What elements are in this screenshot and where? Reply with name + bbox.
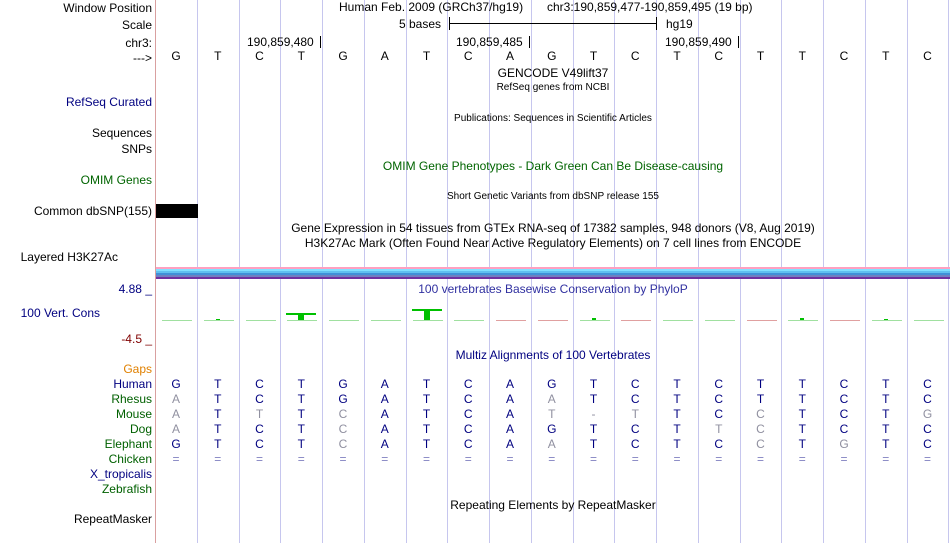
ruler-tick-label: 190,859,485 [456,35,523,49]
sequence-base: T [798,49,806,63]
position-readout: chr3:190,859,477-190,859,495 (19 bp) [547,0,753,14]
conservation-bar [371,320,401,321]
conservation-bar [204,320,234,321]
conservation-spike [592,318,596,320]
alignment-base: T [214,422,222,436]
conservation-bar [162,320,192,321]
ruler-tick-label: 190,859,490 [665,35,732,49]
multiz-track-title: Multiz Alignments of 100 Vertebrates [455,348,651,362]
alignment-base: C [630,377,640,391]
alignment-base: C [338,437,348,451]
species-label-zebrafish[interactable]: Zebrafish [101,482,152,496]
alignment-base: A [380,437,389,451]
species-label-mouse[interactable]: Mouse [115,407,152,421]
alignment-base: T [255,407,264,421]
alignment-base: T [548,407,556,421]
alignment-base: T [756,377,765,391]
conservation-bar [496,320,526,321]
track-label-layered-h3k27ac[interactable]: Layered H3K27Ac [20,250,118,264]
alignment-base: T [589,437,598,451]
alignment-base: T [798,392,806,406]
dbsnp-track-title: Short Genetic Variants from dbSNP release 155 [447,191,659,202]
h3k27ac-track-title: H3K27Ac Mark (Often Found Near Active Regulatory Elements) on 7 cell lines from ENCODE [304,236,802,250]
sequence-base: C [714,49,724,63]
alignment-base: T [673,422,681,436]
alignment-base: A [380,407,389,421]
alignment-base: T [297,407,305,421]
track-label-panel [0,0,155,543]
alignment-base: T [673,377,681,391]
alignment-base: C [839,407,849,421]
alignment-base: T [798,437,806,451]
conservation-bar [830,320,860,321]
alignment-base: C [463,422,473,436]
alignment-base: T [589,422,598,436]
conservation-spike [633,320,637,321]
alignment-base: G [171,377,181,391]
alignment-base: G [171,437,181,451]
sequence-base: A [380,49,389,63]
gtex-track-title: Gene Expression in 54 tissues from GTEx RNA-seq of 17382 samples, 948 donors (V8, Aug 2019) [291,221,815,235]
sequence-base: T [882,49,890,63]
alignment-base: T [882,407,890,421]
alignment-base: T [214,392,222,406]
publications-title: Publications: Sequences in Scientific Articles [454,113,652,124]
alignment-base: C [255,422,264,436]
alignment-base: T [882,422,890,436]
alignment-base: T [882,377,890,391]
strand-label: ---> [133,51,152,65]
repeatmasker-track-title: Repeating Elements by RepeatMasker [450,498,656,512]
conservation-bar [872,320,902,321]
alignment-base: T [715,422,723,436]
conservation-bar [454,320,484,321]
sequence-base: C [255,49,264,63]
ruler-tick [529,36,530,48]
alignment-base: = [464,452,472,466]
alignment-base: T [631,407,639,421]
alignment-base: C [714,392,724,406]
alignment-base: C [714,377,724,391]
alignment-base: C [338,422,348,436]
alignment-base: = [255,452,263,466]
alignment-base: = [631,452,639,466]
alignment-base: A [547,392,556,406]
alignment-base: C [923,392,932,406]
alignment-base: G [338,377,348,391]
alignment-base: T [214,377,222,391]
gencode-track-title: GENCODE V49lift37 [497,66,609,80]
alignment-base: G [839,437,849,451]
alignment-base: = [548,452,556,466]
scale-label: Scale [121,18,152,32]
sequence-base: T [422,49,431,63]
alignment-base: T [422,392,431,406]
sequence-base: G [547,49,557,63]
alignment-base: C [756,422,765,436]
alignment-base: A [505,407,514,421]
alignment-base: T [214,407,222,421]
track-label-refseq[interactable]: RefSeq Curated [65,95,152,109]
alignment-base: T [422,407,431,421]
alignment-base: T [673,437,681,451]
alignment-base: G [338,392,348,406]
conservation-bar [287,320,317,321]
alignment-base: = [840,452,848,466]
alignment-base: C [923,437,932,451]
sequence-base: T [673,49,681,63]
alignment-base: T [798,377,806,391]
alignment-base: T [214,437,222,451]
phylop-track-title: 100 vertebrates Basewise Conservation by PhyloP [418,282,688,296]
alignment-base: C [463,437,473,451]
alignment-base: = [756,452,764,466]
alignment-base: G [547,422,557,436]
alignment-base: C [630,422,640,436]
alignment-base: A [505,437,514,451]
alignment-base: C [756,407,765,421]
species-label-chicken[interactable]: Chicken [108,452,152,466]
alignment-base: - [591,407,596,421]
alignment-base: C [463,377,473,391]
alignment-base: C [463,407,473,421]
ruler-tick-label: 190,859,480 [247,35,314,49]
sequence-base: T [214,49,222,63]
alignment-base: C [923,377,932,391]
alignment-base: C [923,422,932,436]
alignment-base: T [882,392,890,406]
sequence-base: G [338,49,348,63]
sequence-base: A [505,49,514,63]
alignment-base: C [338,407,348,421]
chromosome-label: chr3: [125,36,152,50]
species-label-x-tropicalis[interactable]: X_tropicalis [89,467,152,481]
sequence-base: T [756,49,765,63]
alignment-base: C [463,392,473,406]
alignment-base: = [673,452,681,466]
conservation-spike [800,318,804,320]
alignment-base: T [422,377,431,391]
conservation-cap [286,313,316,315]
conservation-min-label: -4.5 _ [121,332,152,346]
alignment-base: C [839,392,849,406]
alignment-base: T [798,422,806,436]
conservation-bar [788,320,818,321]
assembly-title: Human Feb. 2009 (GRCh37/hg19) [339,0,524,14]
sequence-base: C [463,49,473,63]
alignment-base: = [339,452,347,466]
scale-text: 5 bases [399,17,442,31]
alignment-base: = [798,452,806,466]
conservation-bar [705,320,735,321]
alignment-base: = [506,452,514,466]
scale-bar [449,17,657,31]
dbsnp-variant-block[interactable] [156,204,198,218]
conservation-bar [246,320,276,321]
alignment-base: T [297,392,305,406]
track-label-gaps[interactable]: Gaps [123,362,152,376]
alignment-base: C [839,377,849,391]
alignment-base: C [714,437,724,451]
window-position-label: Window Position [63,1,152,15]
alignment-base: T [673,392,681,406]
alignment-base: A [171,392,180,406]
sequence-base: T [589,49,598,63]
alignment-base: T [798,407,806,421]
conservation-bar [747,320,777,321]
alignment-base: A [505,392,514,406]
conservation-spike [884,319,888,320]
alignment-base: C [255,377,264,391]
alignment-base: A [380,377,389,391]
alignment-base: = [422,452,430,466]
conservation-bar [663,320,693,321]
scale-db: hg19 [666,17,693,31]
track-label-repeatmasker[interactable]: RepeatMasker [73,512,152,526]
track-label-omim-genes[interactable]: OMIM Genes [80,173,152,187]
alignment-base: C [630,392,640,406]
alignment-base: A [505,422,514,436]
alignment-base: = [172,452,180,466]
species-label-elephant[interactable]: Elephant [104,437,152,451]
track-label-snps[interactable]: SNPs [121,142,152,156]
conservation-max-label: 4.88 _ [118,282,152,296]
conservation-bar [413,320,443,321]
track-label-sequences[interactable]: Sequences [91,126,152,140]
sequence-base: C [923,49,932,63]
alignment-base: = [882,452,890,466]
alignment-base: T [297,377,305,391]
alignment-base: = [923,452,931,466]
ruler-tick [738,36,739,48]
alignment-base: A [547,437,556,451]
alignment-base: C [255,437,264,451]
species-label-dog[interactable]: Dog [129,422,152,436]
h3k27ac-signal-bands [156,267,950,279]
alignment-base: = [214,452,222,466]
alignment-base: T [756,392,765,406]
alignment-base: = [715,452,723,466]
alignment-base: T [297,437,305,451]
alignment-base: C [255,392,264,406]
sequence-base: G [171,49,181,63]
alignment-base: T [422,437,431,451]
alignment-base: T [673,407,681,421]
conservation-cap [412,309,442,311]
alignment-base: C [756,437,765,451]
alignment-base: T [422,422,431,436]
alignment-base: C [630,437,640,451]
alignment-base: G [547,377,557,391]
conservation-bar [538,320,568,321]
alignment-base: G [922,407,933,421]
refseq-genes-title: RefSeq genes from NCBI [496,82,610,93]
track-label-vert-cons[interactable]: 100 Vert. Cons [20,306,100,320]
alignment-base: A [380,392,389,406]
alignment-base: T [589,392,598,406]
alignment-base: A [380,422,389,436]
alignment-base: = [381,452,389,466]
alignment-base: T [589,377,598,391]
sequence-base: C [630,49,640,63]
species-label-rhesus[interactable]: Rhesus [111,392,152,406]
conservation-bar [329,320,359,321]
track-label-common-dbsnp[interactable]: Common dbSNP(155) [33,204,152,218]
alignment-base: A [505,377,514,391]
alignment-base: = [589,452,597,466]
species-label-human[interactable]: Human [113,377,152,391]
omim-track-title: OMIM Gene Phenotypes - Dark Green Can Be Disease-causing [382,159,724,173]
sequence-base: T [297,49,305,63]
browser-data-area[interactable] [156,0,950,543]
alignment-base: C [714,407,724,421]
alignment-base: C [839,422,849,436]
alignment-base: = [297,452,305,466]
conservation-spike [216,319,220,320]
alignment-base: T [297,422,305,436]
alignment-base: A [171,407,180,421]
sequence-base: C [839,49,849,63]
ruler-tick [320,36,321,48]
conservation-bar [580,320,610,321]
alignment-base: A [171,422,180,436]
conservation-bar [914,320,944,321]
alignment-base: T [882,437,890,451]
